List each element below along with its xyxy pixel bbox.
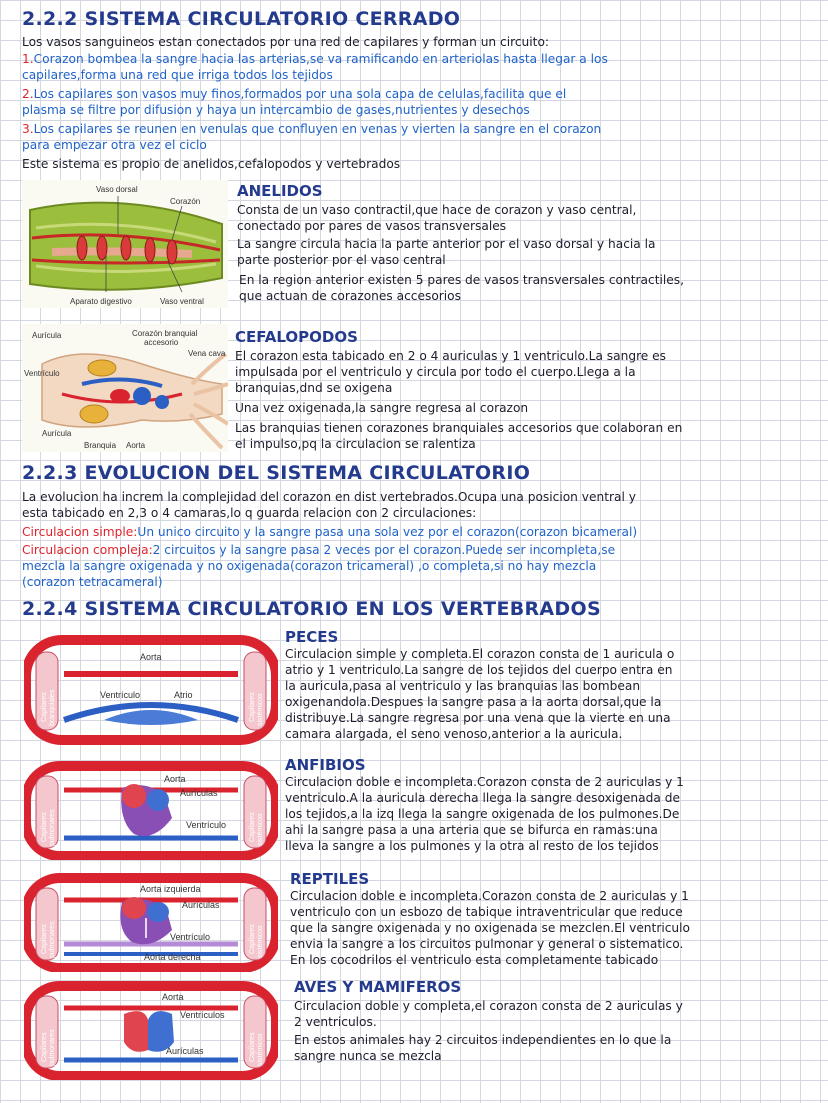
label-aorta: Aorta	[126, 441, 146, 450]
aves-label-aorta: Aorta	[162, 992, 184, 1002]
reptiles-line-5: En los cocodrilos el ventriculo esta completamente tabicado	[290, 953, 659, 967]
anfibios-label-cap-left-1: Capilares	[41, 812, 48, 842]
peces-diagram	[24, 634, 278, 746]
aves-line-4: sangre nunca se mezcla	[294, 1049, 442, 1063]
cefalopodos-line-6: el impulso,pq la circulacion se ralentiza	[235, 437, 476, 451]
aves-label-cap-left-2: pulmonares	[49, 1029, 56, 1066]
anfibios-label-cap-left-2: pulmonares	[49, 809, 56, 846]
aves-left-heart	[124, 1011, 148, 1052]
anelidos-line-5: En la region anterior existen 5 pares de vasos transversales contractiles,	[239, 273, 684, 287]
anfibios-label-cap-right-1: Capilares	[249, 812, 256, 842]
label-corazon-branquial: Corazón branquial	[132, 329, 198, 338]
anelidos-line-6: que actuan de corazones accesorios	[239, 289, 461, 303]
aves-line-2: 2 ventriculos.	[294, 1015, 377, 1029]
ventricle-shape	[110, 389, 130, 403]
anelidos-title: ANELIDOS	[237, 182, 323, 200]
anfibios-line-3: los tejidos,a la izq llega la sangre oxigenada de los pulmones.De	[285, 807, 680, 821]
peces-label-atrio: Atrio	[174, 690, 193, 700]
point-3-text: Los capilares se reunen en venulas que confluyen en venas y vierten la sangre en el corazon	[33, 122, 602, 136]
circulacion-compleja-line-2: mezcla la sangre oxigenada y no oxigenada(corazon tricameral) ,o completa,si no hay mezcla	[22, 559, 597, 573]
cefalopodos-line-1: El corazon esta tabicado en 2 o 4 auriculas y 1 ventriculo.La sangre es	[235, 349, 667, 363]
peces-label-aorta: Aorta	[140, 652, 162, 662]
circulacion-simple-line	[22, 524, 637, 540]
aves-label-auriculas: Aurículas	[166, 1046, 204, 1056]
aves-diagram	[24, 980, 278, 1080]
reptiles-label-cap-left-1: Capilares	[41, 924, 48, 954]
branchial-heart	[155, 395, 169, 409]
anelidos-line-1: Consta de un vaso contractil,que hace de corazon y vaso central,	[237, 203, 637, 217]
label-aparato-digestivo: Aparato digestivo	[70, 297, 132, 306]
reptiles-right-atrium	[147, 902, 169, 922]
anfibios-label-auriculas: Aurículas	[180, 788, 218, 798]
intro-text: Los vasos sanguineos estan conectados por una red de capilares y forman un circuito:	[22, 35, 550, 49]
reptiles-line-4: envia la sangre a los circuitos pulmonar y general o sistematico.	[290, 937, 684, 951]
reptiles-line-1: Circulacion doble e incompleta.Corazon consta de 2 auriculas y 1	[290, 889, 689, 903]
circulacion-compleja-line-3: (corazon tetracameral)	[22, 575, 163, 589]
cefalopodos-line-5: Las branquias tienen corazones branquiales accesorios que colaboran en	[235, 421, 683, 435]
point-2-number: 2.	[22, 87, 34, 101]
label-accesorio: accesorio	[144, 338, 179, 347]
point-3-line-2: para empezar otra vez el ciclo	[22, 138, 207, 152]
anelidos-diagram	[22, 180, 228, 308]
reptiles-line-2: ventriculo con un esbozo de tabique intraventricular que reduce	[290, 905, 683, 919]
circulacion-simple-label: Circulacion simple:	[22, 525, 138, 539]
anfibios-label-cap-right-2: sistémicos	[257, 813, 264, 846]
cefalopodos-title: CEFALOPODOS	[235, 328, 358, 346]
label-branquia: Branquia	[84, 441, 117, 450]
peces-line-4: oxigenandola.Despues la sangre pasa a la aorta dorsal,que la	[285, 695, 662, 709]
section-title-223: 2.2.3 EVOLUCION DEL SISTEMA CIRCULATORIO	[22, 462, 531, 484]
reptiles-label-aorta-der: Aorta derecha	[144, 952, 201, 962]
label-corazon: Corazón	[170, 197, 201, 206]
point-1-line-2: capilares,forma una red que irriga todos los tejidos	[22, 68, 333, 82]
reptiles-title: REPTILES	[290, 870, 370, 888]
peces-label-ventriculo: Ventrículo	[100, 690, 141, 700]
peces-label-cap-right-1: Capilares	[249, 692, 256, 722]
point-3-line-1	[22, 121, 601, 137]
anfibios-line-1: Circulacion doble e incompleta.Corazon consta de 2 auriculas y 1	[285, 775, 684, 789]
aves-label-cap-right-1: Capilares	[249, 1032, 256, 1062]
point-1-line-1	[22, 51, 608, 67]
point-2-line-1	[22, 86, 566, 102]
anfibios-diagram	[24, 760, 278, 860]
aves-label-ventriculos: Ventrículos	[180, 1010, 225, 1020]
branchial-heart	[133, 387, 151, 405]
point-1-text: Corazon bombea la sangre hacia las arterias,se va ramificando en arteriolas hasta llegar a los	[33, 52, 608, 66]
evolucion-line-2: esta tabicado en 2,3 o 4 camaras,lo q guarda relacion con 2 circulaciones:	[22, 506, 477, 520]
anfibios-label-ventriculo: Ventrículo	[186, 820, 227, 830]
label-vaso-ventral: Vaso ventral	[160, 297, 204, 306]
reptiles-label-cap-right-1: Capilares	[249, 924, 256, 954]
anelidos-line-4: parte posterior por el vaso central	[237, 253, 446, 267]
cefalopodos-line-3: branquias,dnd se oxigena	[235, 381, 393, 395]
section-title-222: 2.2.2 SISTEMA CIRCULATORIO CERRADO	[22, 8, 461, 30]
section-title-224: 2.2.4 SISTEMA CIRCULATORIO EN LOS VERTEBRADOS	[22, 598, 601, 620]
label-vena-cava: Vena cava	[188, 349, 226, 358]
closing-text: Este sistema es propio de anelidos,cefalopodos y vertebrados	[22, 157, 401, 171]
point-1-number: 1.	[22, 52, 34, 66]
label-auricula-top: Aurícula	[32, 331, 62, 340]
anfibios-line-2: ventriculo.A la auricula derecha llega la sangre desoxigenada de	[285, 791, 680, 805]
anfibios-label-aorta: Aorta	[164, 774, 186, 784]
reptiles-label-auriculas: Aurículas	[182, 900, 220, 910]
peces-label-cap-right-2: sistémicos	[257, 693, 264, 726]
aves-title: AVES Y MAMIFEROS	[294, 978, 462, 996]
peces-heart	[104, 710, 198, 725]
peces-title: PECES	[285, 628, 339, 646]
cefalopodos-diagram	[22, 324, 228, 452]
label-vaso-dorsal: Vaso dorsal	[96, 185, 138, 194]
anfibios-right-atrium	[147, 789, 169, 811]
circulacion-compleja-text: 2 circuitos y la sangre pasa 2 veces por el corazon.Puede ser incompleta,se	[152, 543, 616, 557]
peces-line-3: la auricula,pasa al ventriculo y las branquias las bombean	[285, 679, 641, 693]
aves-label-cap-left-1: Capilares	[41, 1032, 48, 1062]
peces-line-2: atrio y 1 ventriculo.La sangre de los tejidos del cuerpo entra en	[285, 663, 673, 677]
anfibios-line-4: ahi la sangre pasa a una arteria que se bifurca en ramas:una	[285, 823, 658, 837]
reptiles-label-ventriculo: Ventrículo	[170, 932, 211, 942]
reptiles-label-cap-left-2: pulmonares	[49, 921, 56, 958]
cefalopodos-line-2: impulsada por el ventriculo y circula por todo el cuerpo.Llega a la	[235, 365, 636, 379]
anelidos-line-2: conectado por pares de vasos transversales	[237, 219, 507, 233]
circulacion-simple-text: Un unico circuito y la sangre pasa una sola vez por el corazon(corazon bicameral)	[137, 525, 638, 539]
anfibios-line-5: lleva la sangre a los pulmones y la otra al resto de los tejidos	[285, 839, 659, 853]
circulacion-compleja-label: Circulacion compleja:	[22, 543, 153, 557]
cefalopodos-line-4: Una vez oxigenada,la sangre regresa al corazon	[235, 401, 529, 415]
peces-line-5: distribuye.La sangre regresa por una vena que la vierte en una	[285, 711, 671, 725]
anfibios-title: ANFIBIOS	[285, 756, 366, 774]
peces-line-6: camara alargada, el seno venoso,anterior a la auricula.	[285, 727, 623, 741]
reptiles-label-aorta-izq: Aorta izquierda	[140, 884, 201, 894]
aves-line-3: En estos animales hay 2 circuitos independientes en lo que la	[294, 1033, 672, 1047]
aves-line-1: Circulacion doble y completa,el corazon consta de 2 auriculas y	[294, 999, 683, 1013]
point-2-text: Los capilares son vasos muy finos,formados por una sola capa de celulas,facilita que el	[33, 87, 567, 101]
reptiles-left-atrium	[122, 897, 146, 919]
peces-label-cap-left-1: Capilares	[41, 692, 48, 722]
anfibios-left-atrium	[122, 784, 146, 808]
anelidos-line-3: La sangre circula hacia la parte anterior por el vaso dorsal y hacia la	[237, 237, 656, 251]
reptiles-label-cap-right-2: sistémicos	[257, 925, 264, 958]
point-3-number: 3.	[22, 122, 34, 136]
circulacion-compleja-line	[22, 542, 615, 558]
reptiles-line-3: que la sangre oxigenada y no oxigenada se mezclen.El ventriculo	[290, 921, 690, 935]
label-auricula-bottom: Aurícula	[42, 429, 72, 438]
reptiles-diagram	[24, 872, 278, 972]
evolucion-line-1: La evolucion ha increm la complejidad del corazon en dist vertebrados.Ocupa una posicion ventral y	[22, 490, 636, 504]
label-ventriculo: Ventrículo	[24, 369, 60, 378]
aves-label-cap-right-2: sistémicos	[257, 1033, 264, 1066]
peces-line-1: Circulacion simple y completa.El corazon consta de 1 auricula o	[285, 647, 675, 661]
point-2-line-2: plasma se filtre por difusion y haya un intercambio de gases,nutrientes y desechos	[22, 103, 530, 117]
peces-label-cap-left-2: branquiales	[49, 689, 56, 726]
